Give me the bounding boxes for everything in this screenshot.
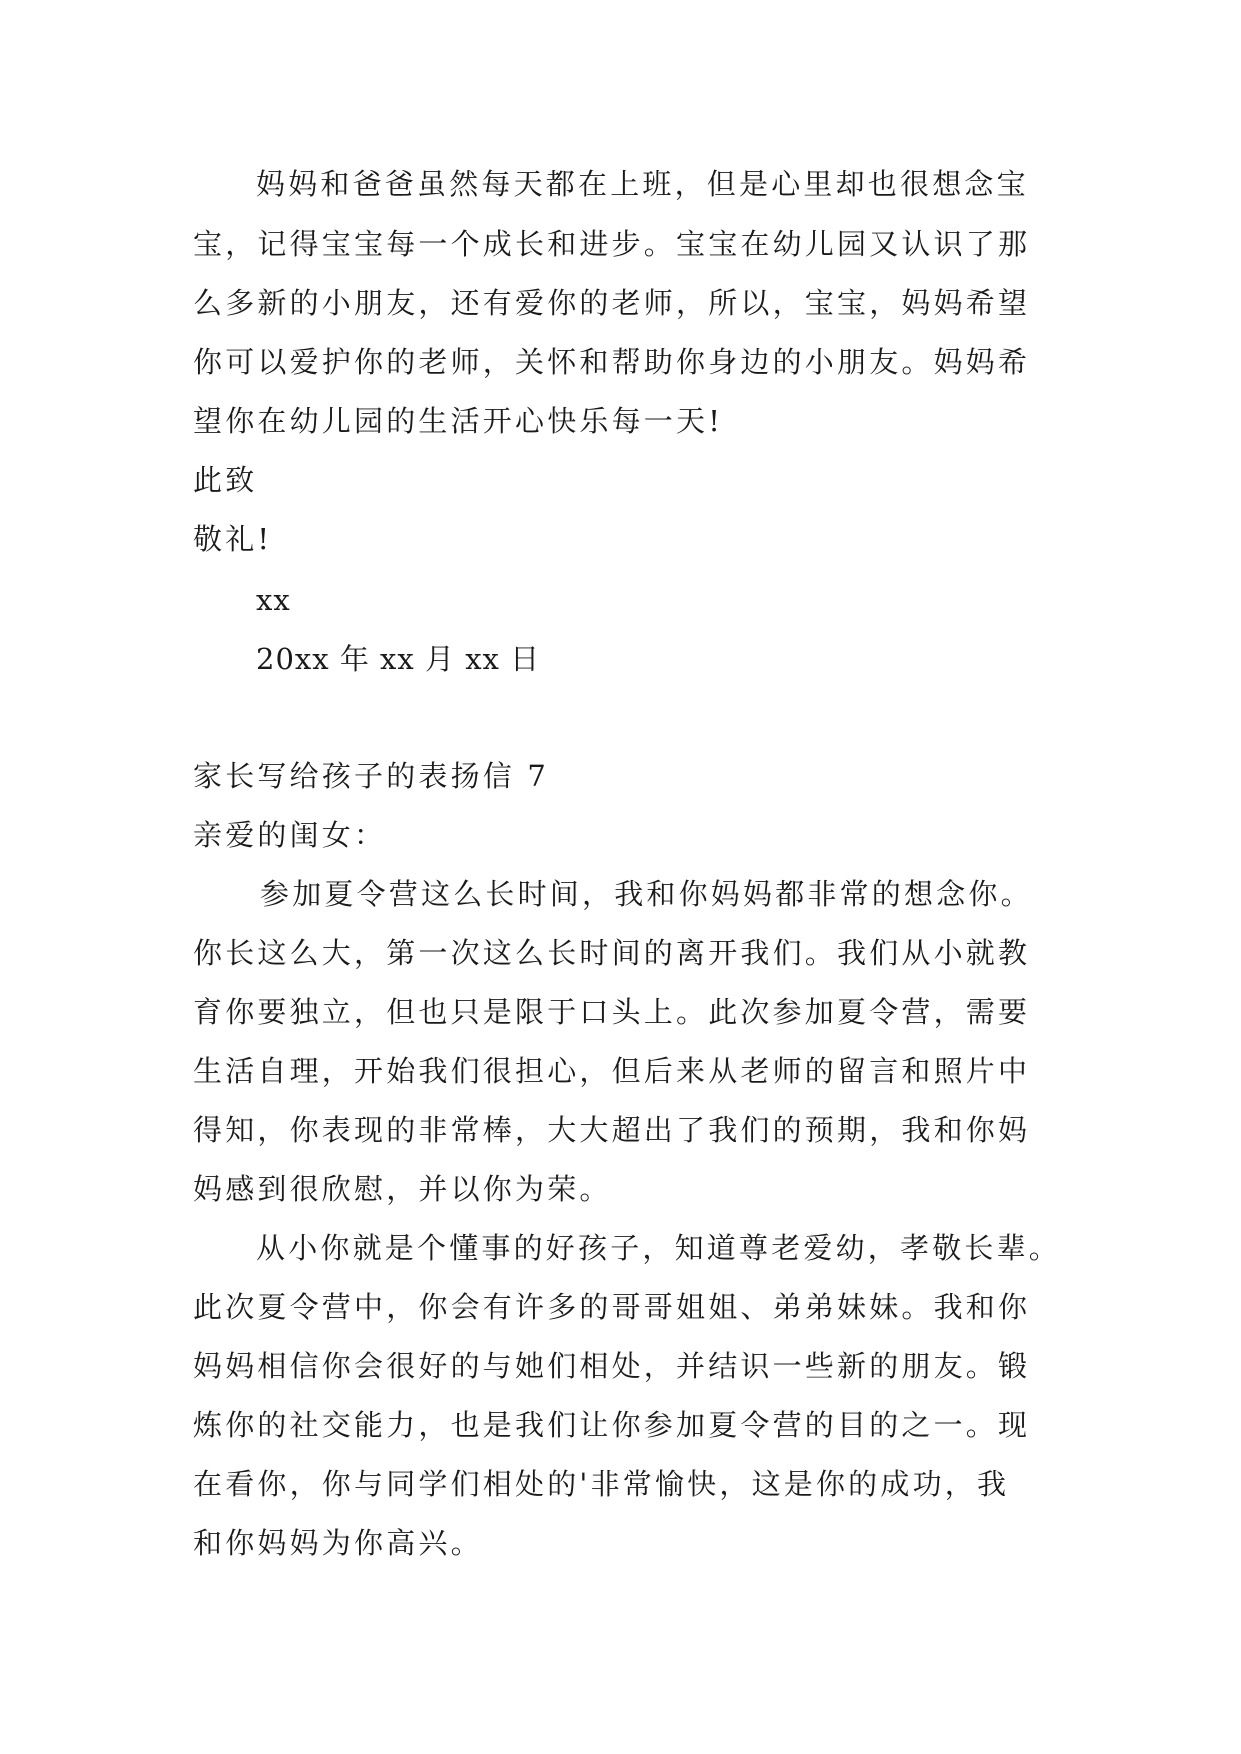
paragraph-line: 望你在幼儿园的生活开心快乐每一天! [193,404,724,438]
paragraph-line: 妈妈相信你会很好的与她们相处，并结识一些新的朋友。锻 [193,1349,1031,1383]
paragraph-line: 在看你，你与同学们相处的'非常愉快，这是你的成功，我 [193,1467,1010,1501]
paragraph-line: 你长这么大，第一次这么长时间的离开我们。我们从小就教 [193,936,1031,970]
paragraph-line: 生活自理，开始我们很担心，但后来从老师的留言和照片中 [193,1054,1031,1088]
signature: xx [256,583,291,617]
paragraph-line: 你可以爱护你的老师，关怀和帮助你身边的小朋友。妈妈希 [193,345,1031,379]
paragraph-line: 么多新的小朋友，还有爱你的老师，所以，宝宝，妈妈希望 [193,286,1031,320]
paragraph-line: 此次夏令营中，你会有许多的哥哥姐姐、弟弟妹妹。我和你 [193,1290,1031,1324]
paragraph-line: 育你要独立，但也只是限于口头上。此次参加夏令营，需要 [193,995,1031,1029]
paragraph-line: 宝，记得宝宝每一个成长和进步。宝宝在幼儿园又认识了那 [193,227,1031,261]
closing-line: 此致 [193,463,258,497]
paragraph-line: 得知，你表现的非常棒，大大超出了我们的预期，我和你妈 [193,1113,1031,1147]
paragraph-line: 妈妈和爸爸虽然每天都在上班，但是心里却也很想念宝 [256,167,1029,201]
closing-line: 敬礼! [193,522,273,556]
paragraph-line: 参加夏令营这么长时间，我和你妈妈都非常的想念你。 [260,877,1033,911]
paragraph-line: 炼你的社交能力，也是我们让你参加夏令营的目的之一。现 [193,1408,1031,1442]
paragraph-line: 和你妈妈为你高兴。 [193,1526,483,1560]
salutation: 亲爱的闺女： [193,818,387,852]
paragraph-line: 妈感到很欣慰，并以你为荣。 [193,1172,612,1206]
paragraph-line: 从小你就是个懂事的好孩子，知道尊老爱幼，孝敬长辈。 [256,1231,1062,1265]
letter-title: 家长写给孩子的表扬信 7 [193,759,550,793]
letter-date: 20xx 年 xx 月 xx 日 [256,642,541,676]
